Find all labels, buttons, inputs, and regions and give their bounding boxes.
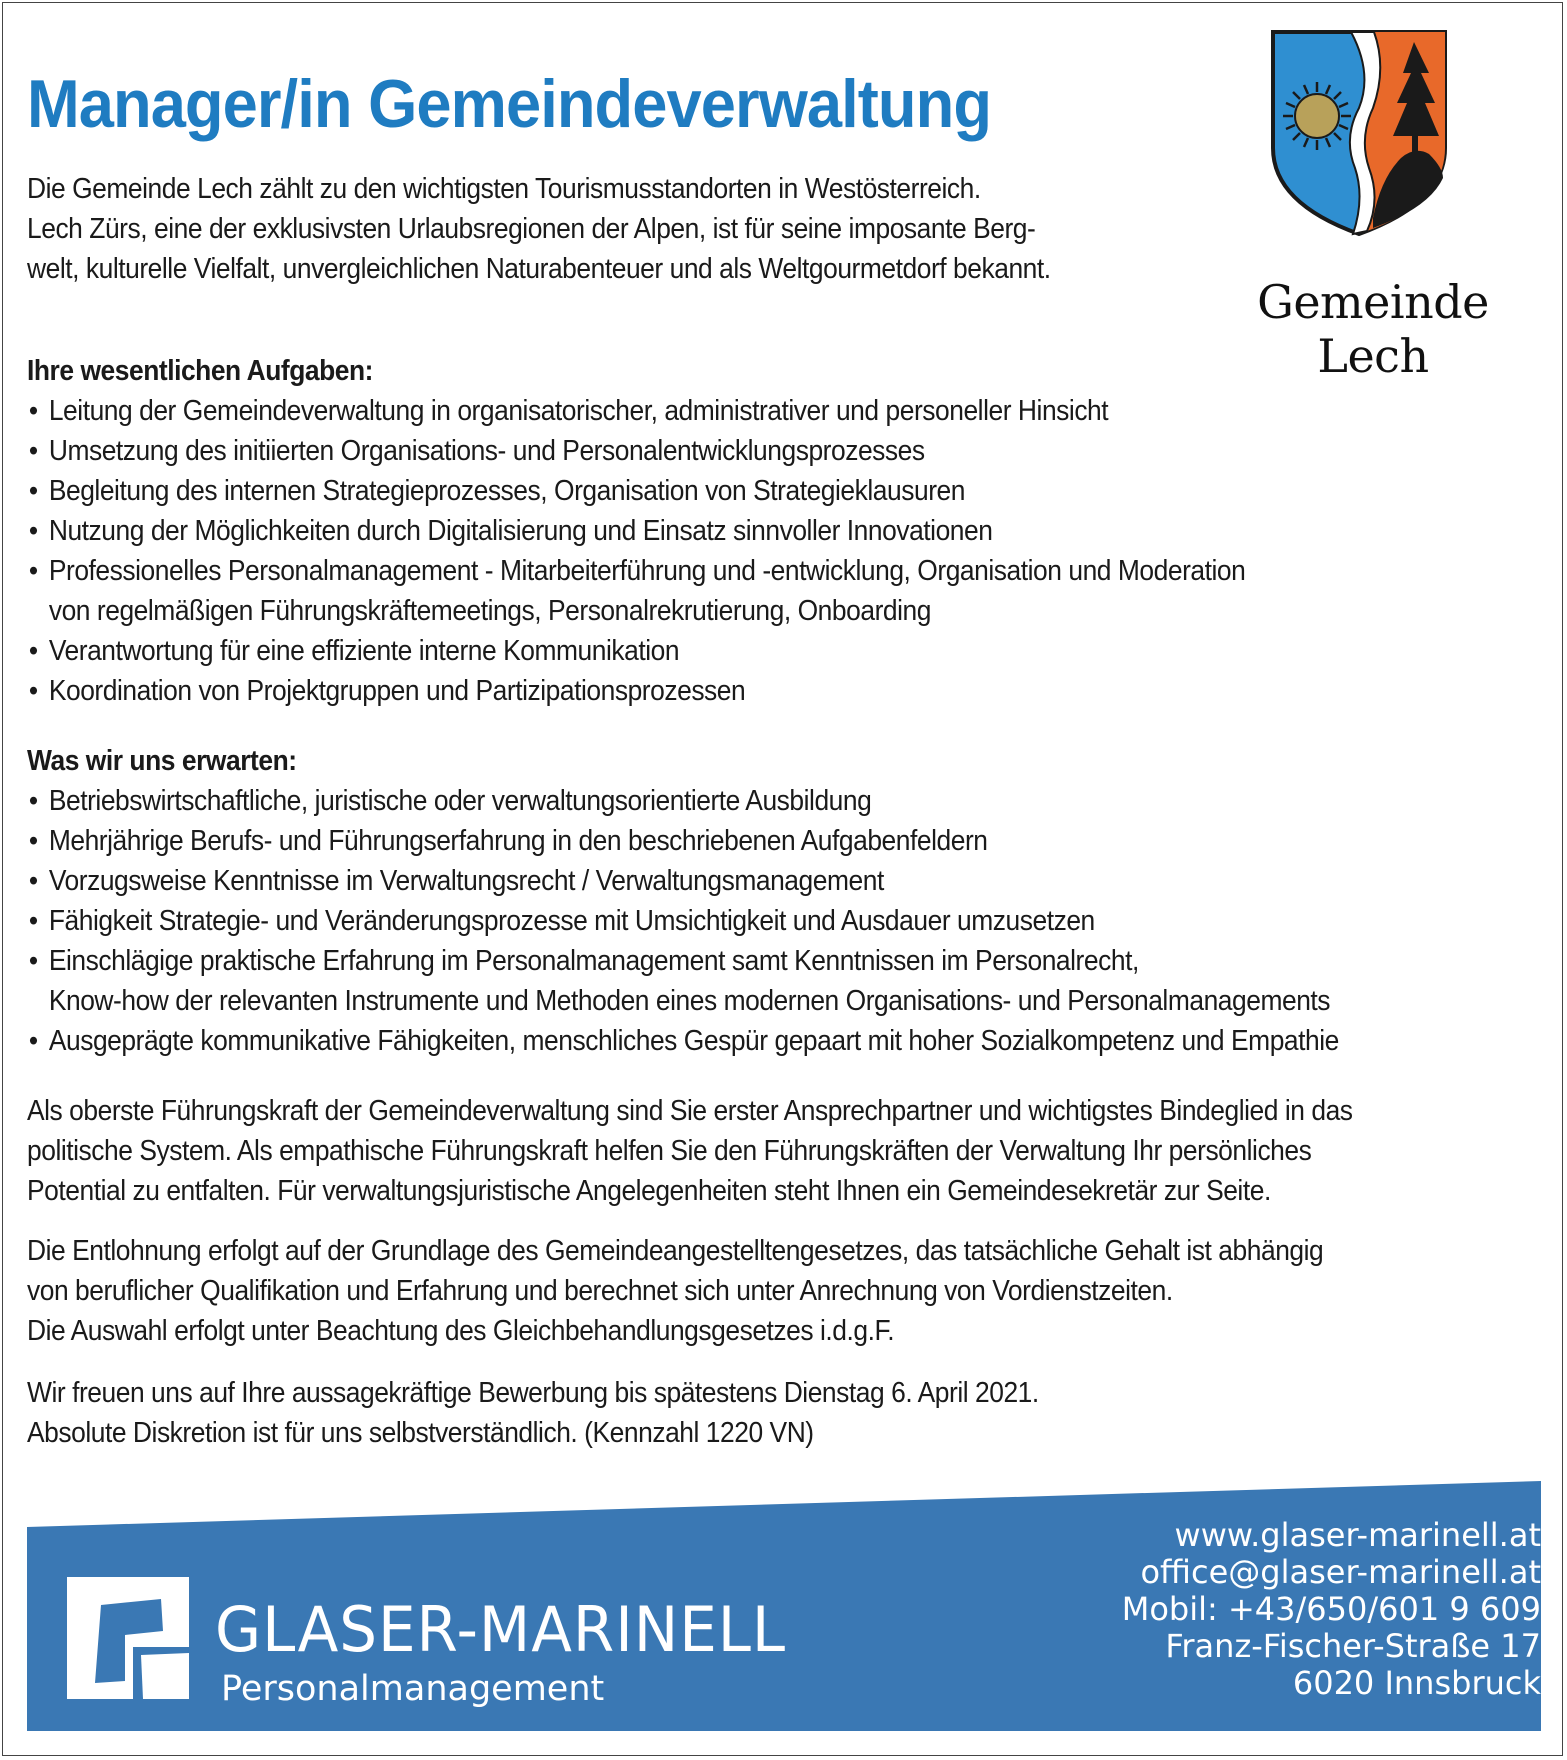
- role-paragraph: Als oberste Führungskraft der Gemeindeverwaltung sind Sie erster Ansprechpartner und wichtigstes Bindeglied in das politische System. Als empathische Führungskraft helfen Sie den Führungskräften der Verwaltung Ihr persönliches Potential zu entfalten. Für verwaltungsjuristische Angelegenheiten steht Ihnen ein Gemeindesekretär zur Seite.: [27, 1095, 1353, 1207]
- application-paragraph: Wir freuen uns auf Ihre aussagekräftige Bewerbung bis spätestens Dienstag 6. April 2021. Absolute Diskretion ist für uns selbstverständlich. (Kennzahl 1220 VN): [27, 1377, 1039, 1449]
- list-item: • Ausgeprägte kommunikative Fähigkeiten, menschliches Gespür gepaart mit hoher Sozialkompetenz und Empathie: [27, 1021, 1328, 1061]
- email-link[interactable]: office@glaser-marinell.at: [1140, 1553, 1541, 1591]
- list-item: • Nutzung der Möglichkeiten durch Digitalisierung und Einsatz sinnvoller Innovationen: [27, 511, 1328, 551]
- phone-number: Mobil: +43/650/601 9 609: [1121, 1590, 1541, 1628]
- city-address: 6020 Innsbruck: [1292, 1664, 1541, 1702]
- job-title: Manager/in Gemeindeverwaltung: [27, 66, 992, 142]
- list-item: • Professionelles Personalmanagement - Mitarbeiterführung und -entwicklung, Organisation und Moderation von regelmäßigen Führungskräftemeetings, Personalrekrutierung, Onboarding: [27, 551, 1328, 631]
- expectations-heading: Was wir uns erwarten:: [27, 745, 297, 777]
- job-advertisement-page: [2, 2, 1563, 1756]
- website-link[interactable]: www.glaser-marinell.at: [1174, 1516, 1541, 1554]
- list-item: • Verantwortung für eine effiziente interne Kommunikation: [27, 631, 1328, 671]
- intro-line: Die Gemeinde Lech zählt zu den wichtigsten Tourismusstandorten in Westösterreich.: [27, 173, 981, 205]
- intro-line: Lech Zürs, eine der exklusivsten Urlaubsregionen der Alpen, ist für seine imposante Berg-: [27, 213, 1036, 245]
- expectations-list: [27, 781, 1339, 1061]
- list-item: • Umsetzung des initiierten Organisations- und Personalentwicklungsprozesses: [27, 431, 1328, 471]
- list-item: • Begleitung des internen Strategieprozesses, Organisation von Strategieklausuren: [27, 471, 1328, 511]
- glaser-marinell-logo-icon: [63, 1573, 193, 1703]
- tasks-section: [27, 351, 1328, 711]
- list-item: • Vorzugsweise Kenntnisse im Verwaltungsrecht / Verwaltungsmanagement: [27, 861, 1328, 901]
- expectations-section: [27, 741, 1339, 1061]
- company-banner: [27, 1481, 1541, 1731]
- tasks-list: [27, 391, 1328, 711]
- intro-paragraph: [27, 169, 1328, 289]
- street-address: Franz-Fischer-Straße 17: [1165, 1627, 1541, 1665]
- municipality-name: Gemeinde Lech: [1257, 275, 1489, 383]
- list-item: • Fähigkeit Strategie- und Veränderungsprozesse mit Umsichtigkeit und Ausdauer umzusetzen: [27, 901, 1328, 941]
- list-item: • Mehrjährige Berufs- und Führungserfahrung in den beschriebenen Aufgabenfeldern: [27, 821, 1328, 861]
- list-item: • Koordination von Projektgruppen und Partizipationsprozessen: [27, 671, 1328, 711]
- list-item: • Einschlägige praktische Erfahrung im Personalmanagement samt Kenntnissen im Personalrecht, Know-how der relevanten Instrumente und Methoden eines modernen Organisations- und Personalmanagements: [27, 941, 1328, 1021]
- contact-block: [941, 1517, 1541, 1702]
- intro-line: welt, kulturelle Vielfalt, unvergleichlichen Naturabenteuer und als Weltgourmetdorf bekannt.: [27, 253, 1051, 285]
- list-item: • Leitung der Gemeindeverwaltung in organisatorischer, administrativer und personeller Hinsicht: [27, 391, 1328, 431]
- tasks-heading: Ihre wesentlichen Aufgaben:: [27, 355, 373, 387]
- salary-paragraph: Die Entlohnung erfolgt auf der Grundlage des Gemeindeangestelltengesetzes, das tatsächliche Gehalt ist abhängig von beruflicher Qualifikation und Erfahrung und berechnet sich unter Anrechnung von Vordienstzeiten. Die Auswahl erfolgt unter Beachtung des Gleichbehandlungsgesetzes i.d.g.F.: [27, 1235, 1324, 1347]
- company-subtitle: Personalmanagement: [221, 1669, 605, 1709]
- list-item: • Betriebswirtschaftliche, juristische oder verwaltungsorientierte Ausbildung: [27, 781, 1328, 821]
- company-name: GLASER-MARINELL: [215, 1593, 787, 1666]
